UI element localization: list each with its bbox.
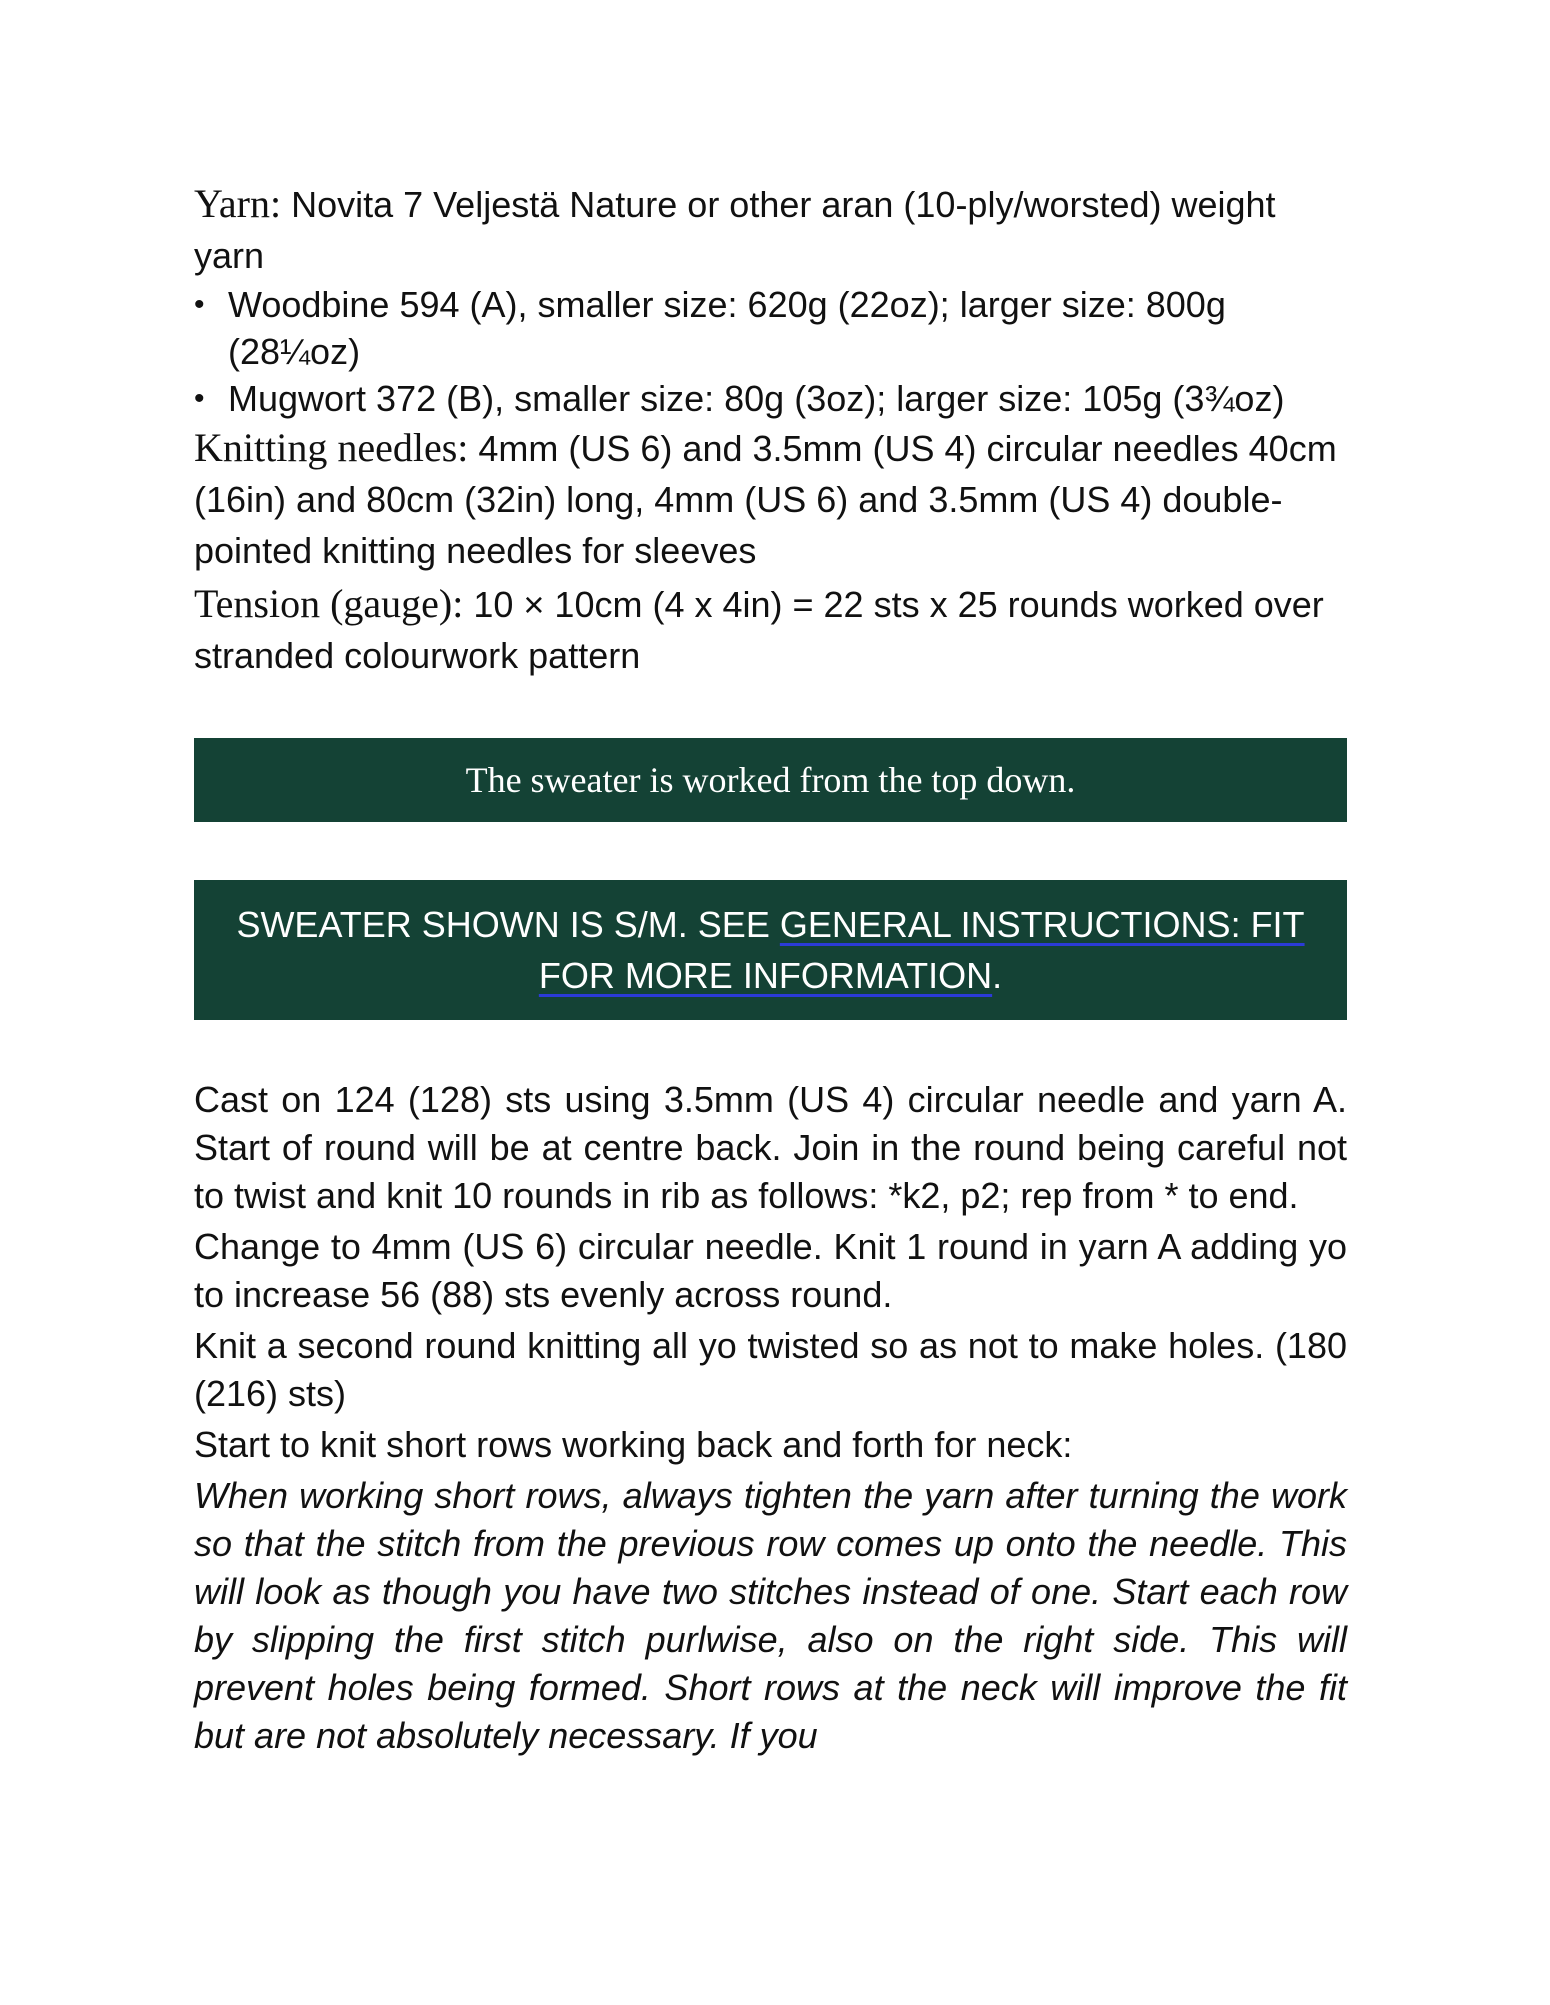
needles-text: 4mm (US 6) and 3.5mm (US 4) circular needles 40cm (16in) and 80cm (32in) long, 4mm (US 6) and 3.5mm (US 4) double-pointed knitting needles for sleeves [194,428,1337,571]
top-down-banner: The sweater is worked from the top down. [194,738,1347,822]
yarn-line [194,178,1347,281]
cast-on-paragraph: Cast on 124 (128) sts using 3.5mm (US 4) circular needle and yarn A. Start of round will be at centre back. Join in the round being careful not to twist and knit 10 rounds in rib as follows: *k2, p2; rep from * to end. [194,1079,1347,1216]
list-item: • Mugwort 372 (B), smaller size: 80g (3oz); larger size: 105g (3¾oz) [194,375,1347,422]
size-note-banner [194,880,1347,1020]
materials-section [194,178,1347,681]
instructions-body [194,1076,1347,1763]
list-item: • Woodbine 594 (A), smaller size: 620g (22oz); larger size: 800g (28¼oz) [194,281,1347,375]
yarn-color-list [194,281,1347,422]
yarn-label: Yarn: [194,181,282,226]
short-rows-note: When working short rows, always tighten the yarn after turning the work so that the stitch from the previous row comes up onto the needle. This will look as though you have two stitches instead of one. Start each row by slipping the first stitch purlwise, also on the right side. This will prevent holes being formed. Short rows at the neck will improve the fit but are not absolutely necessary. If you [194,1475,1347,1756]
needles-line [194,422,1347,576]
size-note-prefix: SWEATER SHOWN IS S/M. SEE [236,904,780,945]
needles-label: Knitting needles: [194,425,469,470]
increase-paragraph: Change to 4mm (US 6) circular needle. Knit 1 round in yarn A adding yo to increase 56 (88) sts evenly across round. [194,1226,1347,1315]
fit-instructions-link[interactable]: GENERAL INSTRUCTIONS: FIT FOR MORE INFORMATION [538,904,1305,996]
tension-label: Tension (gauge): [194,581,464,626]
size-note-suffix: . [992,955,1003,996]
tension-line [194,578,1347,681]
yarn-text: Novita 7 Veljestä Nature or other aran (10-ply/worsted) weight yarn [194,184,1276,276]
short-rows-heading: Start to knit short rows working back and forth for neck: [194,1424,1073,1465]
tension-text: 10 × 10cm (4 x 4in) = 22 sts x 25 rounds worked over stranded colourwork pattern [194,584,1324,676]
second-round-paragraph: Knit a second round knitting all yo twisted so as not to make holes. (180 (216) sts) [194,1325,1347,1414]
